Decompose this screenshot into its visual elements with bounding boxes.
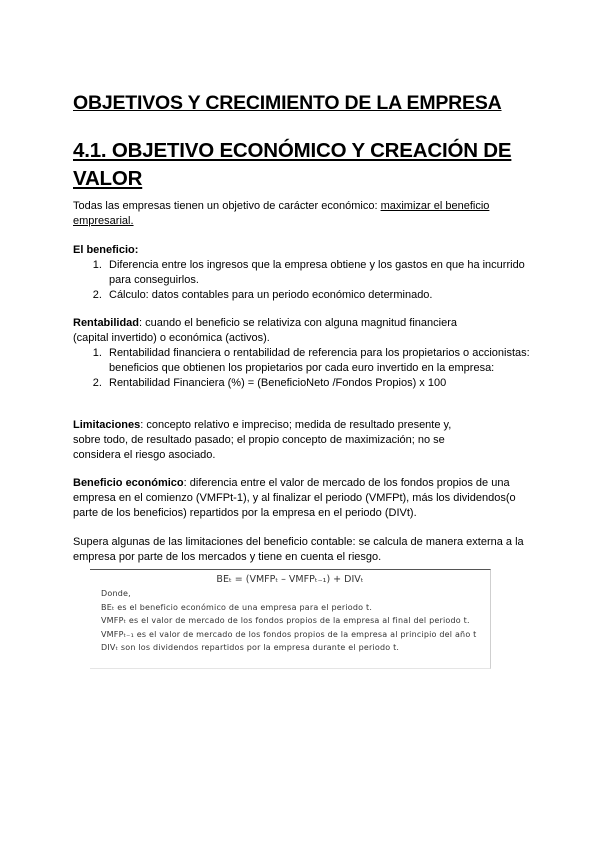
beneficio-economico-paragraph: Beneficio económico: diferencia entre el valor de mercado de los fondos propios de una empresa en el comienzo (VMFPt-1), y al finalizar el periodo (VMFPt), más los dividendos(o parte de los beneficios) repartidos por la empresa en el periodo (DIVt). <box>73 477 516 519</box>
formula-donde: Donde, <box>101 589 131 598</box>
formula-line: VMFPₜ es el valor de mercado de los fondos propios de la empresa al final del periodo t. <box>101 616 470 625</box>
limitaciones-paragraph: Limitaciones: concepto relativo e impreciso; medida de resultado presente y, sobre todo, de resultado pasado; el propio concepto de maximización; no se considera el riesgo asociado. <box>73 419 452 461</box>
rentabilidad-list <box>73 346 535 391</box>
rentabilidad-list-block <box>73 346 535 391</box>
formula-line: VMFPₜ₋₁ es el valor de mercado de los fondos propios de la empresa al principio del año t <box>101 629 477 639</box>
beneficio-section <box>73 243 535 303</box>
intro-underlined: maximizar el beneficio empresarial. <box>73 200 490 227</box>
intro-paragraph: Todas las empresas tienen un objetivo de carácter económico: maximizar el beneficio empresarial. <box>73 200 490 227</box>
list-item: 1. Diferencia entre los ingresos que la empresa obtiene y los gastos en que ha incurrido para conseguirlos. <box>105 258 535 288</box>
beneficio-list <box>73 258 535 303</box>
section-title: 4.1. OBJETIVO ECONÓMICO Y CREACIÓN DE VALOR <box>73 139 512 190</box>
limitaciones-heading: Limitaciones <box>73 419 141 431</box>
rentabilidad-heading: Rentabilidad <box>73 317 140 329</box>
formula-image <box>90 569 491 669</box>
formula-line: DIVₜ son los dividendos repartidos por la empresa durante el periodo t. <box>101 643 400 652</box>
list-item: 2. Rentabilidad Financiera (%) = (BeneficioNeto /Fondos Propios) x 100 <box>105 376 535 391</box>
list-item: 2. Cálculo: datos contables para un periodo económico determinado. <box>105 288 535 303</box>
document-title: OBJETIVOS Y CRECIMIENTO DE LA EMPRESA <box>73 92 502 114</box>
rentabilidad-section: Rentabilidad: cuando el beneficio se relativiza con alguna magnitud financiera (capital invertido) o económica (activos). <box>73 317 457 344</box>
beneficio-economico-heading: Beneficio económico <box>73 477 184 489</box>
formula-definitions <box>90 587 490 655</box>
formula-line: BEₜ es el beneficio económico de una empresa para el periodo t. <box>101 602 373 612</box>
supera-paragraph: Supera algunas de las limitaciones del beneficio contable: se calcula de manera externa a la empresa por parte de los mercados y tiene en cuenta el riesgo. <box>73 536 524 563</box>
formula-main: BEₜ = (VMFPₜ – VMFPₜ₋₁) + DIVₜ <box>216 574 364 585</box>
beneficio-heading: El beneficio: <box>73 244 139 256</box>
list-item: 1. Rentabilidad financiera o rentabilidad de referencia para los propietarios o accionistas: beneficios que obtienen los propietarios por cada euro invertido en la empresa: <box>105 346 535 376</box>
